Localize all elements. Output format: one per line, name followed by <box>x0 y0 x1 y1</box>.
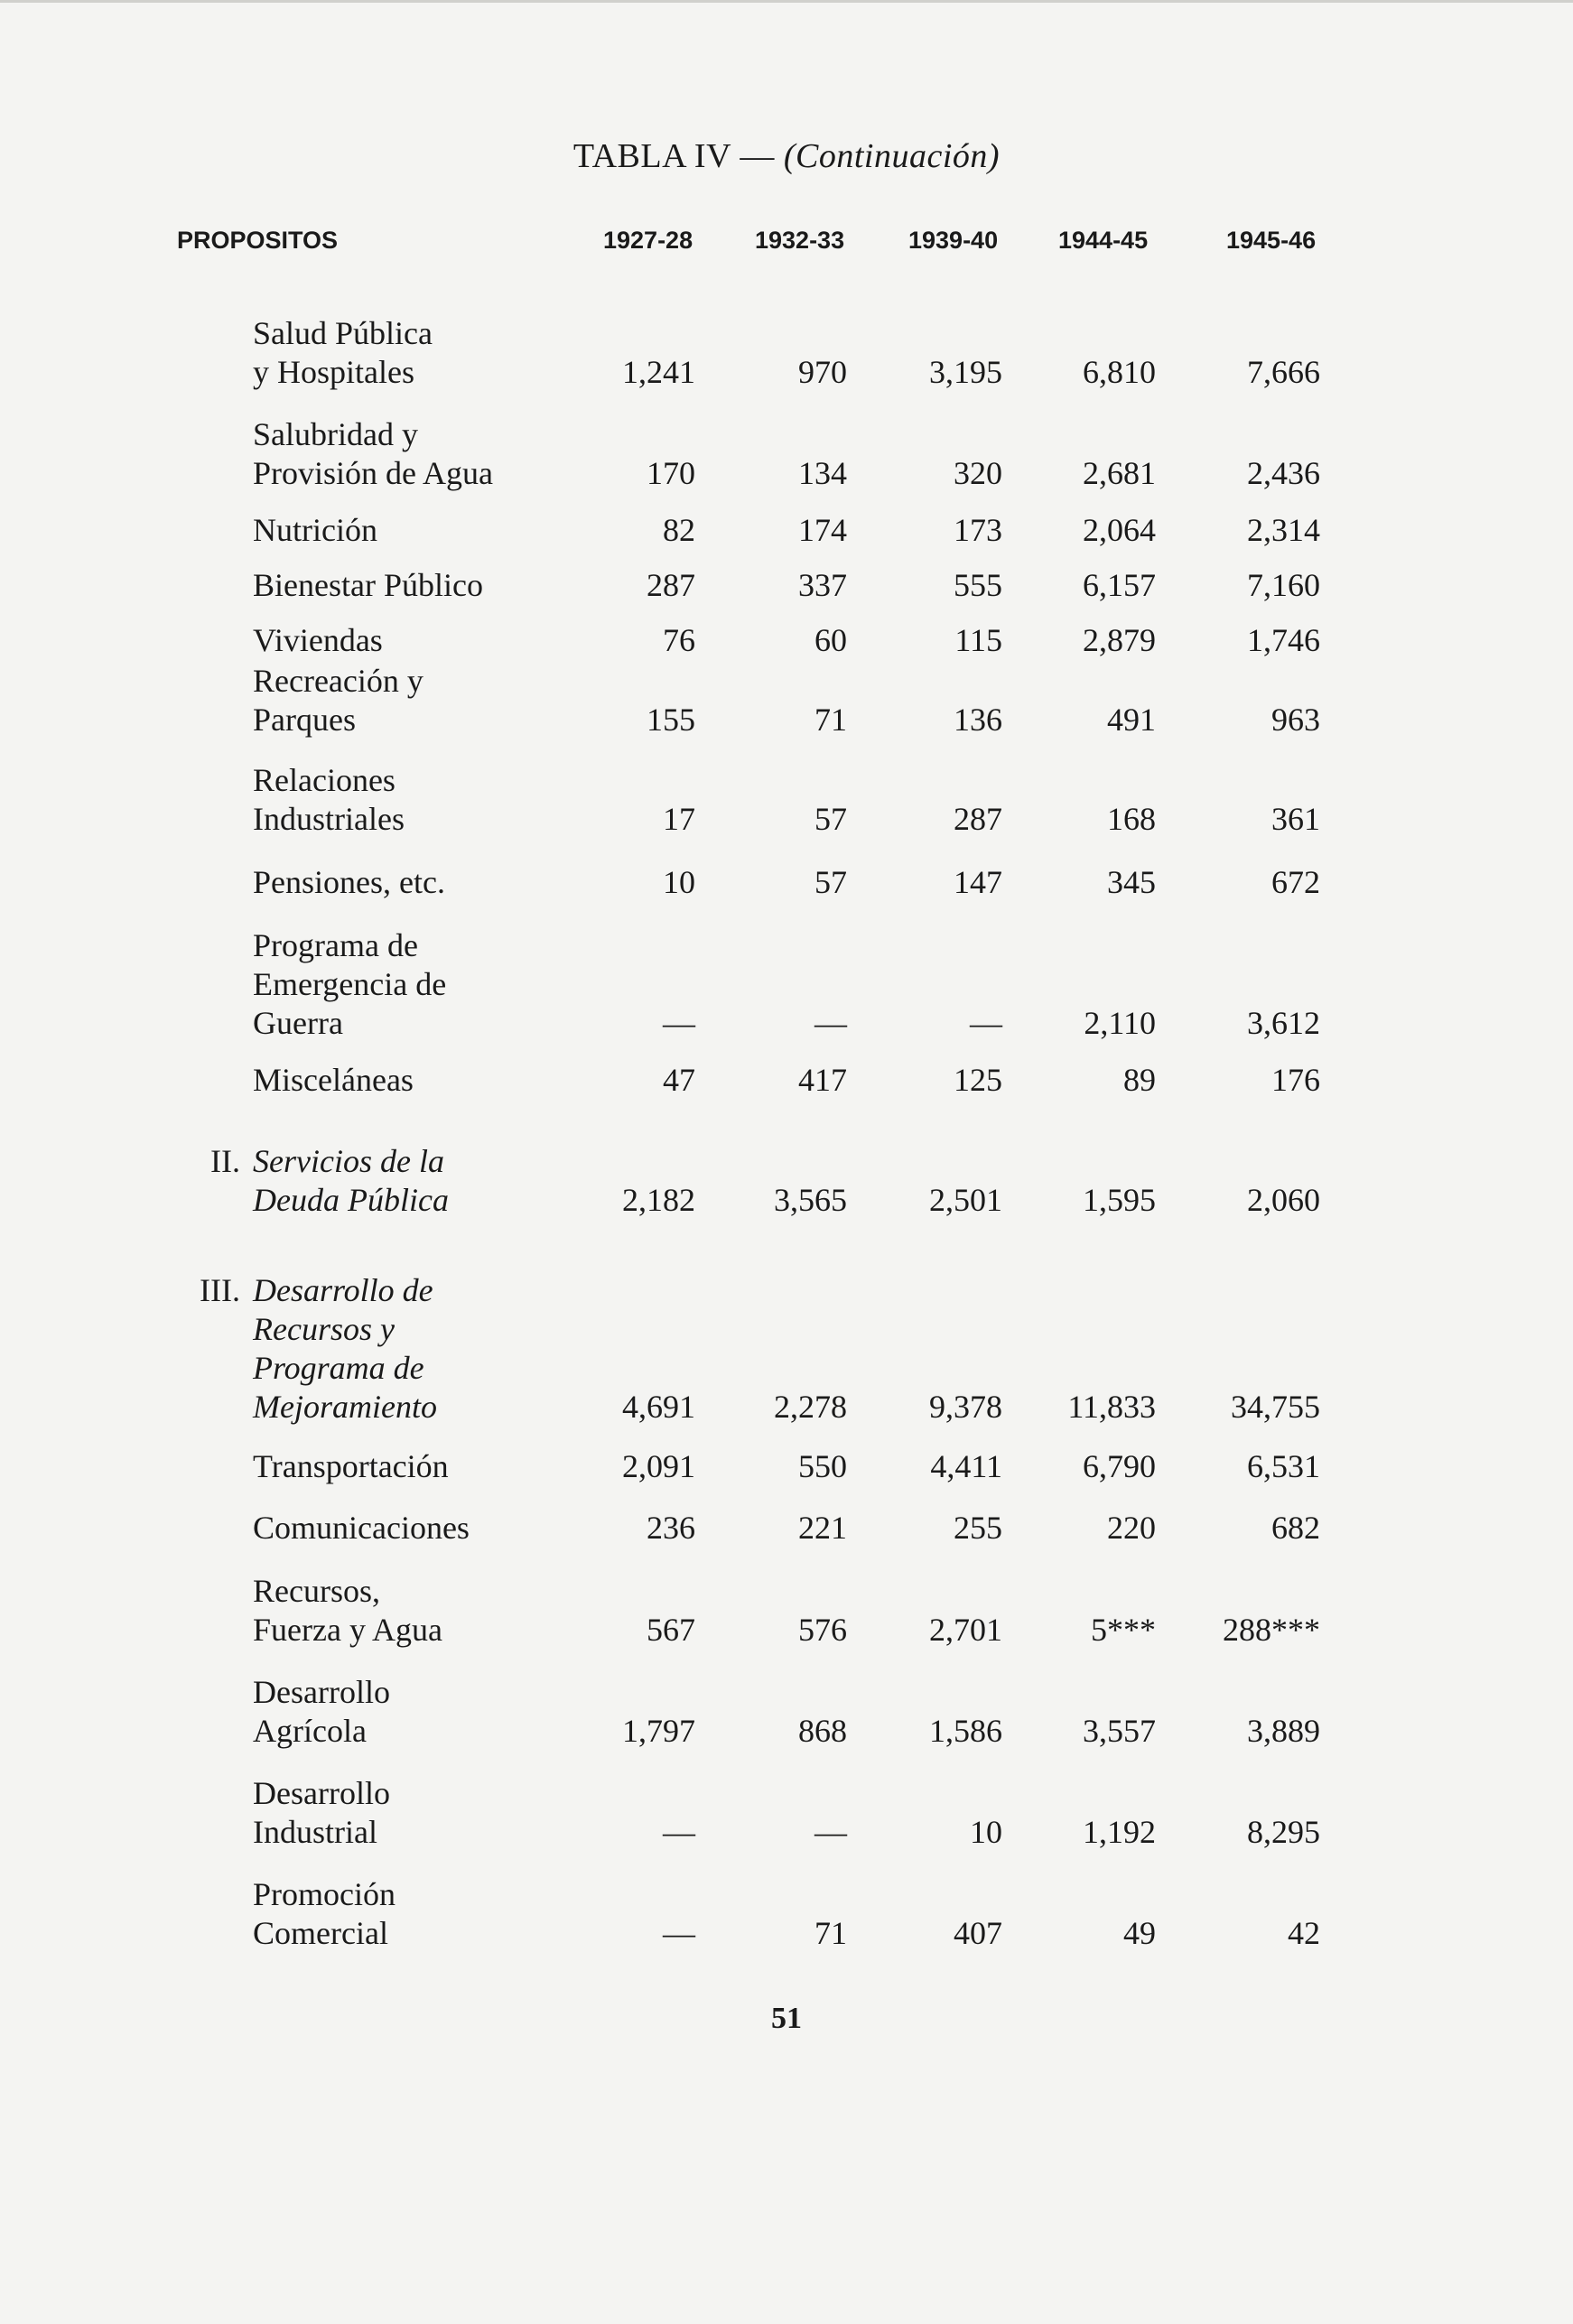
cell-value: 11,833 <box>1067 1389 1156 1425</box>
row-label <box>253 1271 578 1427</box>
cell-value: 57 <box>814 801 847 837</box>
row-label-line: Relaciones <box>253 762 396 798</box>
cell-value: 337 <box>798 567 847 603</box>
cell-value: — <box>663 1915 695 1951</box>
table-row <box>0 566 1573 605</box>
cell-value: 60 <box>814 622 847 658</box>
table-row <box>0 1509 1573 1548</box>
table-row <box>0 761 1573 839</box>
row-label-line: Comunicaciones <box>253 1510 470 1546</box>
cell-value: 491 <box>1107 702 1156 738</box>
row-label <box>253 761 578 839</box>
cell-value: 6,157 <box>1083 567 1156 603</box>
cell-value: 2,064 <box>1083 512 1156 548</box>
cell-value: 3,889 <box>1247 1713 1320 1749</box>
row-label <box>253 1509 578 1548</box>
row-label <box>253 1447 578 1486</box>
row-label <box>253 314 578 392</box>
cell-value: 10 <box>970 1814 1002 1850</box>
row-label <box>253 1572 578 1650</box>
row-label <box>253 1875 578 1953</box>
table-row <box>0 1142 1573 1220</box>
cell-value: 2,501 <box>929 1182 1002 1218</box>
row-label <box>253 863 578 902</box>
table-title <box>0 136 1573 176</box>
table-row <box>0 662 1573 739</box>
cell-value: 2,278 <box>774 1389 847 1425</box>
cell-value: 57 <box>814 864 847 900</box>
cell-value: 1,797 <box>622 1713 695 1749</box>
cell-value: 672 <box>1271 864 1320 900</box>
row-label-line: Parques <box>253 702 356 738</box>
cell-value: 4,691 <box>622 1389 695 1425</box>
cell-value: 4,411 <box>930 1448 1002 1484</box>
cell-value: 5*** <box>1091 1612 1156 1648</box>
row-label-line: Viviendas <box>253 622 383 658</box>
row-label <box>253 511 578 550</box>
row-label-line: Desarrollo de <box>253 1272 433 1308</box>
table-row <box>0 926 1573 1043</box>
cell-value: 115 <box>954 622 1002 658</box>
row-label-line: Misceláneas <box>253 1062 414 1098</box>
cell-value: — <box>970 1005 1002 1041</box>
cell-value: 417 <box>798 1062 847 1098</box>
cell-value: 176 <box>1271 1062 1320 1098</box>
row-label-line: Mejoramiento <box>253 1389 437 1425</box>
table-row <box>0 415 1573 493</box>
cell-value: 2,110 <box>1084 1005 1156 1041</box>
row-label-line: Transportación <box>253 1448 449 1484</box>
cell-value: 2,436 <box>1247 455 1320 491</box>
row-label-line: Salud Pública <box>253 315 433 351</box>
row-label-line: Deuda Pública <box>253 1182 449 1218</box>
cell-value: 1,586 <box>929 1713 1002 1749</box>
row-label-line: Programa de <box>253 1350 424 1386</box>
cell-value: 550 <box>798 1448 847 1484</box>
row-label <box>253 1061 578 1100</box>
cell-value: 1,746 <box>1247 622 1320 658</box>
cell-value: 173 <box>954 512 1002 548</box>
page-number: 51 <box>771 2002 802 2035</box>
row-label-line: Programa de <box>253 927 418 963</box>
cell-value: 147 <box>954 864 1002 900</box>
section-number: III. <box>200 1272 240 1308</box>
cell-value: 255 <box>954 1510 1002 1546</box>
cell-value: 236 <box>647 1510 695 1546</box>
cell-value: 170 <box>647 455 695 491</box>
cell-value: 2,060 <box>1247 1182 1320 1218</box>
cell-value: 71 <box>814 702 847 738</box>
cell-value: 2,314 <box>1247 512 1320 548</box>
column-header-1932-33: 1932-33 <box>755 227 845 254</box>
cell-value: 8,295 <box>1247 1814 1320 1850</box>
cell-value: 287 <box>954 801 1002 837</box>
row-label <box>253 566 578 605</box>
cell-value: 3,612 <box>1247 1005 1320 1041</box>
row-label-line: Desarrollo <box>253 1775 390 1811</box>
cell-value: — <box>663 1814 695 1850</box>
cell-value: — <box>814 1005 847 1041</box>
cell-value: 567 <box>647 1612 695 1648</box>
column-header-1944-45: 1944-45 <box>1058 227 1149 254</box>
cell-value: 555 <box>954 567 1002 603</box>
cell-value: 970 <box>798 354 847 390</box>
table-row <box>0 1061 1573 1100</box>
cell-value: 89 <box>1123 1062 1156 1098</box>
cell-value: 2,701 <box>929 1612 1002 1648</box>
row-label-line: Provisión de Agua <box>253 455 493 491</box>
cell-value: 76 <box>663 622 695 658</box>
row-label-line: Emergencia de <box>253 966 447 1002</box>
cell-value: — <box>663 1005 695 1041</box>
row-label <box>253 1774 578 1852</box>
cell-value: 168 <box>1107 801 1156 837</box>
cell-value: 155 <box>647 702 695 738</box>
section-number: II. <box>210 1143 240 1179</box>
table-row <box>0 1271 1573 1427</box>
row-label-line: Industrial <box>253 1814 377 1850</box>
cell-value: 2,182 <box>622 1182 695 1218</box>
cell-value: 71 <box>814 1915 847 1951</box>
row-label-line: Fuerza y Agua <box>253 1612 442 1648</box>
cell-value: — <box>814 1814 847 1850</box>
cell-value: 3,557 <box>1083 1713 1156 1749</box>
cell-value: 17 <box>663 801 695 837</box>
table-row <box>0 1875 1573 1953</box>
table-row <box>0 1774 1573 1852</box>
cell-value: 6,790 <box>1083 1448 1156 1484</box>
row-label <box>253 926 578 1043</box>
cell-value: 6,810 <box>1083 354 1156 390</box>
cell-value: 42 <box>1288 1915 1320 1951</box>
cell-value: 34,755 <box>1231 1389 1320 1425</box>
row-label-line: Industriales <box>253 801 405 837</box>
row-label-line: y Hospitales <box>253 354 414 390</box>
cell-value: 345 <box>1107 864 1156 900</box>
table-title-continuation: (Continuación) <box>783 137 1001 175</box>
cell-value: 82 <box>663 512 695 548</box>
cell-value: 10 <box>663 864 695 900</box>
column-header-propositos: PROPOSITOS <box>177 227 339 254</box>
cell-value: 407 <box>954 1915 1002 1951</box>
cell-value: 47 <box>663 1062 695 1098</box>
cell-value: 2,091 <box>622 1448 695 1484</box>
cell-value: 49 <box>1123 1915 1156 1951</box>
cell-value: 2,879 <box>1083 622 1156 658</box>
table-row <box>0 1673 1573 1751</box>
cell-value: 963 <box>1271 702 1320 738</box>
row-label <box>253 1142 578 1220</box>
row-label <box>253 1673 578 1751</box>
cell-value: 682 <box>1271 1510 1320 1546</box>
cell-value: 134 <box>798 455 847 491</box>
cell-value: 287 <box>647 567 695 603</box>
cell-value: 320 <box>954 455 1002 491</box>
row-label-line: Promoción <box>253 1876 396 1912</box>
column-header-1939-40: 1939-40 <box>908 227 999 254</box>
cell-value: 576 <box>798 1612 847 1648</box>
row-label-line: Recursos, <box>253 1573 380 1609</box>
cell-value: 220 <box>1107 1510 1156 1546</box>
cell-value: 6,531 <box>1247 1448 1320 1484</box>
row-label-line: Recreación y <box>253 663 424 699</box>
row-label-line: Nutrición <box>253 512 377 548</box>
table-title-main: TABLA IV — <box>572 137 775 175</box>
cell-value: 868 <box>798 1713 847 1749</box>
cell-value: 2,681 <box>1083 455 1156 491</box>
row-label-line: Guerra <box>253 1005 343 1041</box>
row-label-line: Desarrollo <box>253 1674 390 1710</box>
column-header-1945-46: 1945-46 <box>1226 227 1317 254</box>
row-label-line: Salubridad y <box>253 416 418 452</box>
table-row <box>0 621 1573 660</box>
cell-value: 288*** <box>1223 1612 1320 1648</box>
cell-value: 136 <box>954 702 1002 738</box>
row-label-line: Comercial <box>253 1915 388 1951</box>
cell-value: 7,160 <box>1247 567 1320 603</box>
cell-value: 1,241 <box>622 354 695 390</box>
cell-value: 1,192 <box>1083 1814 1156 1850</box>
table-row <box>0 1572 1573 1650</box>
table-header <box>0 227 1573 263</box>
table-row <box>0 314 1573 392</box>
cell-value: 7,666 <box>1247 354 1320 390</box>
column-header-1927-28: 1927-28 <box>603 227 693 254</box>
cell-value: 3,195 <box>929 354 1002 390</box>
row-label <box>253 662 578 739</box>
row-label <box>253 415 578 493</box>
cell-value: 1,595 <box>1083 1182 1156 1218</box>
table-row <box>0 511 1573 550</box>
row-label-line: Recursos y <box>253 1311 395 1347</box>
row-label <box>253 621 578 660</box>
cell-value: 125 <box>954 1062 1002 1098</box>
cell-value: 9,378 <box>929 1389 1002 1425</box>
cell-value: 221 <box>798 1510 847 1546</box>
cell-value: 361 <box>1271 801 1320 837</box>
cell-value: 174 <box>798 512 847 548</box>
row-label-line: Bienestar Público <box>253 567 483 603</box>
table-row <box>0 863 1573 902</box>
row-label-line: Pensiones, etc. <box>253 864 445 900</box>
table-row <box>0 1447 1573 1486</box>
cell-value: 3,565 <box>774 1182 847 1218</box>
row-label-line: Servicios de la <box>253 1143 444 1179</box>
row-label-line: Agrícola <box>253 1713 367 1749</box>
